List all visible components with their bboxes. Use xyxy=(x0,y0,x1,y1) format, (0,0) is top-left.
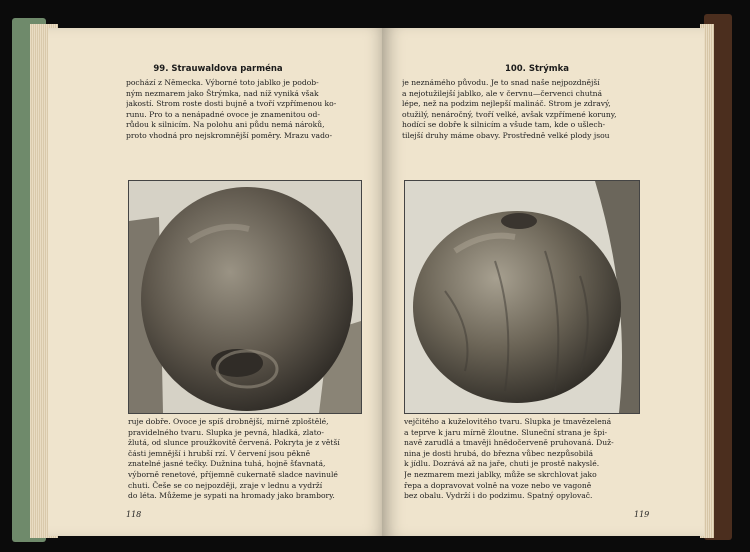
text-line: jakostí. Strom roste dosti bujně a tvoří vzpřímenou ko- xyxy=(126,99,337,109)
right-page-bottom-text xyxy=(404,417,648,502)
text-line: chuti. Češe se co nejpozději, zraje v lednu a vydrží xyxy=(128,480,323,490)
text-line: Je nezmarem mezi jablky, může se skrchlovat jako xyxy=(404,469,597,479)
text-line: tilejší druhy máme obavy. Prostředně velké plody jsou xyxy=(402,130,610,140)
text-line: a nejotužilejší jablko, ale v červnu—červenci chutná xyxy=(402,88,603,98)
text-line: znatelné jasné tečky. Dužnina tuhá, hojně šťavnatá, xyxy=(128,459,326,469)
text-line: proto vhodná pro nejskromnější poměry. Mrazu vado- xyxy=(126,130,333,140)
text-line: nina je dosti hrubá, do března vůbec nezpůsobilá xyxy=(404,448,593,458)
text-line: výborně renetové, příjemně cukernatě sladce navinulé xyxy=(128,469,338,479)
left-page-bottom-text xyxy=(128,417,364,502)
text-line: otužilý, nenáročný, tvoří velké, avšak vzpřímené koruny, xyxy=(402,109,617,119)
text-line: ruje dobře. Ovoce je spíš drobnější, mírně zploštělé, xyxy=(128,417,329,426)
apple-illustration-right xyxy=(405,181,639,413)
text-line: části jemnější i hrubší rzí. V červení jsou pěkně xyxy=(128,448,311,458)
text-line: navě zarudlá a tmavěji hnědočerveně pruhovaná. Duž- xyxy=(404,438,614,448)
apple-illustration-left xyxy=(129,181,361,413)
text-line: ným nezmarem jako Štrýmka, nad níž vyniká však xyxy=(126,88,319,98)
text-line: do léta. Můžeme je sypati na hromady jako brambory. xyxy=(128,491,335,501)
text-line: pravidelného tvaru. Slupka je pevná, hladká, zlato- xyxy=(128,427,324,437)
text-line: bez obalu. Vydrží i do podzimu. Spatný opylovač. xyxy=(404,491,593,501)
text-line: řepa a dopravovat volně na voze nebo ve vagoně xyxy=(404,480,592,490)
page-number-left: 118 xyxy=(126,510,142,519)
text-line: hodící se dobře k silnicím a všude tam, kde o ušlech- xyxy=(402,120,606,130)
left-page-title: 99. Strauwaldova parména xyxy=(153,64,283,74)
text-line: žlutá, od slunce proužkovitě červená. Pokryta je z větší xyxy=(128,438,340,448)
text-line: a teprve k jaru mírně žloutne. Sluneční strana je špi- xyxy=(404,427,608,437)
text-line: pochází z Německa. Výborné toto jablko je podob- xyxy=(126,78,319,87)
text-line: růdou k silnicím. Na polohu ani půdu nemá nároků, xyxy=(126,120,325,130)
text-line: je neznámého původu. Je to snad naše nejpozdnější xyxy=(402,78,600,87)
page-number-right: 119 xyxy=(634,510,650,519)
apple-photo-right xyxy=(404,180,640,414)
left-page-top-text xyxy=(126,78,366,142)
text-line: k jídlu. Dozrává až na jaře, chuti je prostě nakyslé. xyxy=(404,459,600,469)
text-line: vejčitého a kuželovitého tvaru. Slupka je tmavězelená xyxy=(404,417,612,426)
text-line: lépe, než na podzim nejlepší malináč. Strom je zdravý, xyxy=(402,99,611,109)
right-page-top-text xyxy=(402,78,658,142)
right-page-title: 100. Strýmka xyxy=(504,64,570,74)
apple-photo-left xyxy=(128,180,362,414)
left-page xyxy=(48,28,388,536)
text-line: runu. Pro to a nenápadné ovoce je znamenitou od- xyxy=(126,109,320,119)
open-book xyxy=(10,14,732,542)
right-page xyxy=(382,28,704,536)
